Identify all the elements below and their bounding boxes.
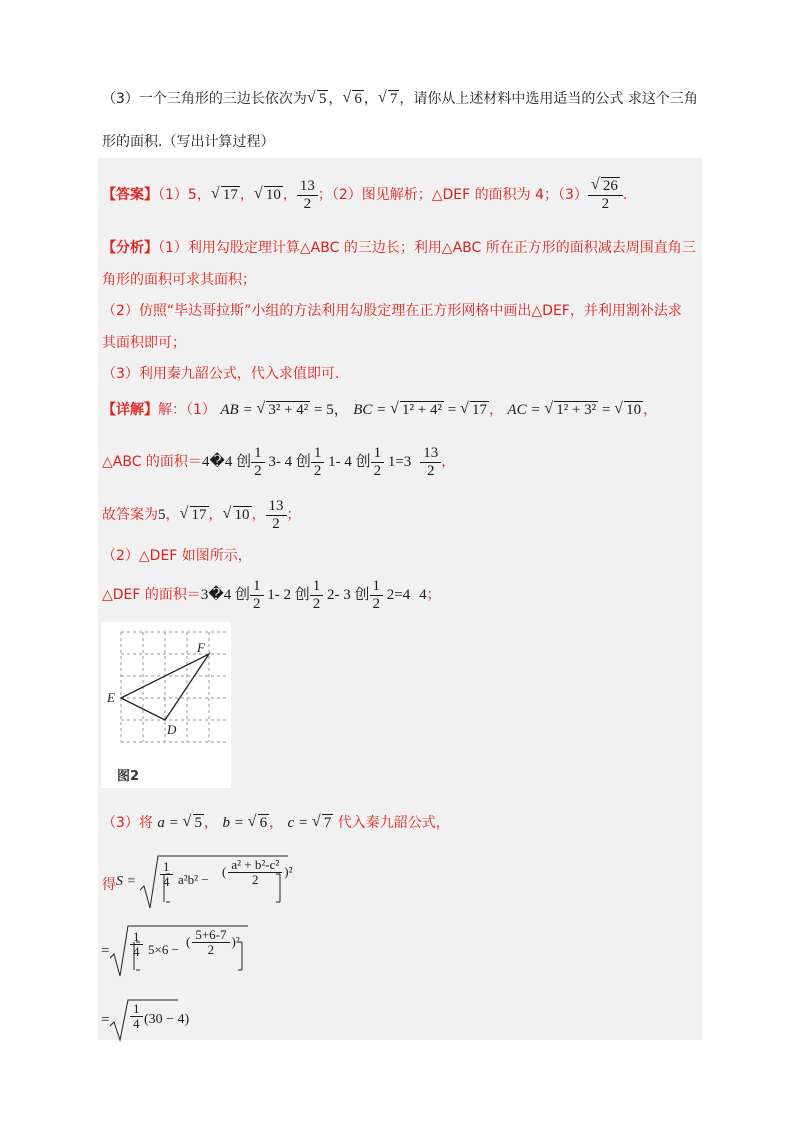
triangle-grid-diagram xyxy=(101,622,231,762)
area-def-line: △DEF 的面积＝3�4 创 $\frac{1}{2}$ 1- 2 创 $\frac{1}{2}$ 2- 3 创 $\frac{1}{2}$ 2=4 4； xyxy=(102,578,441,612)
formula-s-frac14: $\frac{1}{4}$ xyxy=(160,860,173,890)
label-f: F xyxy=(197,640,205,655)
label-d: D xyxy=(167,722,177,737)
part3-line: （3）将 a = √ 5 ， b = √ 6 ， c = √ 7 代入秦九韶公式， xyxy=(102,813,450,831)
part2-line: （2）△DEF 如图所示， xyxy=(102,548,252,564)
answer-restate-line: 故答案为5， √ 17 ， √ 10 ， $\frac{13}{2}$ ； xyxy=(102,498,301,532)
formula-s-paren: ( $\frac{\text{a² + b²-c²}}{2}$ )² xyxy=(222,857,293,888)
q3-suffix: ，请你从上述材料中选用适当的公式 求这个三角 xyxy=(399,91,698,107)
formula-s-inner: a²b² − xyxy=(178,872,209,887)
formula-step2-paren: ( $\frac{5+6-7}{2}$ )² xyxy=(186,927,240,958)
formula-step3-frac14: $\frac{1}{4}$ xyxy=(130,1002,143,1032)
analysis-tag: 【分析】 xyxy=(102,240,158,256)
formula-step2-inner: 5×6 − xyxy=(148,942,179,957)
analysis-l5: （3）利用秦九韶公式，代入求值即可. xyxy=(102,366,340,382)
sqrt-7: √ 7 xyxy=(377,89,398,107)
area-abc-line: △ABC 的面积＝4�4 创 $\frac{1}{2}$ 3- 4 创 $\frac{1}{2}$ 1- 4 创 $\frac{1}{2}$ 1=3 $\frac{13}{2}$ ， xyxy=(102,445,456,479)
label-e: E xyxy=(107,690,115,705)
frac-sqrt26-2: √ 26 2 xyxy=(588,178,623,212)
formula-s: S = xyxy=(116,874,136,889)
analysis-l1: 【分析】（1）利用勾股定理计算△ABC 的三边长；利用△ABC 所在正方形的面积减去周围直角三 xyxy=(102,240,696,256)
analysis-l2: 角形的面积可求其面积； xyxy=(102,272,256,288)
sqrt-10: √ 10 xyxy=(253,185,281,203)
formula-s-line: 得 xyxy=(102,877,116,893)
q3-line2: 形的面积.（写出计算过程） xyxy=(102,134,275,150)
detail-tag: 【详解】 xyxy=(102,402,158,418)
analysis-l3: （2）仿照“毕达哥拉斯”小组的方法利用勾股定理在正方形网格中画出△DEF，并利用割补法求 xyxy=(102,303,682,319)
figure-caption: 图2 xyxy=(117,769,140,784)
sqrt-6: √ 6 xyxy=(342,89,362,107)
frac-13-2: $\frac{13}{2}$ xyxy=(297,178,318,212)
formula-step2-frac14: $\frac{1}{4}$ xyxy=(130,930,143,960)
analysis-l4: 其面积即可； xyxy=(102,335,186,351)
sqrt-5: √ 5 xyxy=(306,89,327,107)
detail-line1: 【详解】解：（1） AB = √ 3² + 4² = 5， BC = √ 1² + 4² = √ 17 ， AC = √ 1² + 3² = √ 10 ， xyxy=(102,400,658,418)
formula-step3-inner: (30 − 4) xyxy=(144,1012,190,1027)
answer-tag: 【答案】 xyxy=(102,187,158,203)
sqrt-17: √ 17 xyxy=(210,185,238,203)
q3-line1: （3）一个三角形的三边长依次为 √ 5 ， √ 6 ， √ 7 ，请你从上述材料中选用适当的公式 求这个三角 xyxy=(102,89,698,107)
formula-step3-eq: = xyxy=(101,1012,110,1028)
q3-prefix: （3）一个三角形的三边长依次为 xyxy=(102,91,307,107)
answer-line: 【答案】（1）5， √ 17 ， √ 10 ， $\frac{13}{2}$ ；（2）图见解析；△DEF 的面积为 4；（3） √ 26 2 . xyxy=(102,176,628,212)
formula-step2-eq: = xyxy=(101,943,110,959)
grid-figure xyxy=(101,622,231,788)
